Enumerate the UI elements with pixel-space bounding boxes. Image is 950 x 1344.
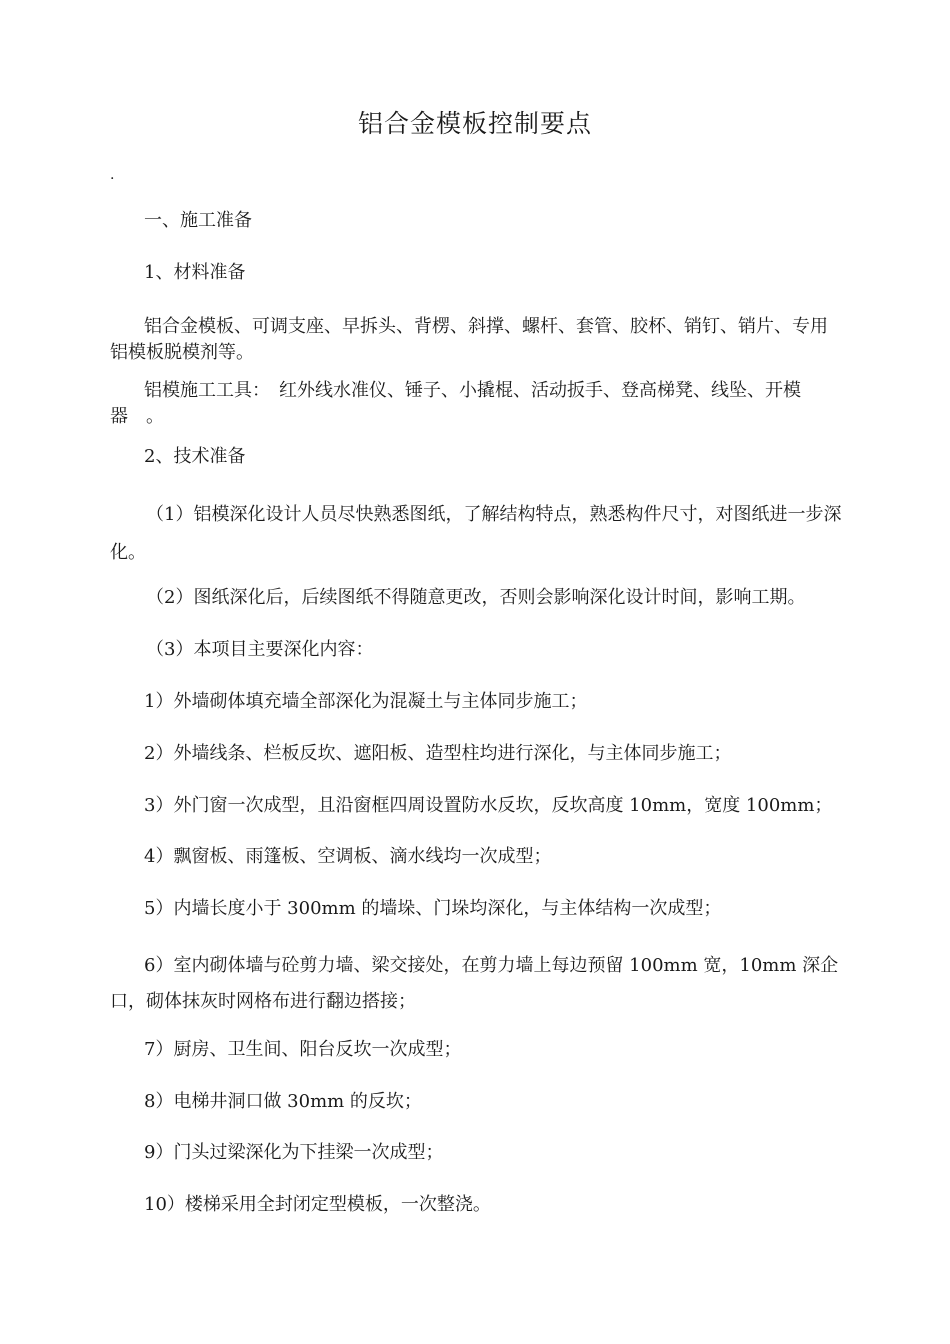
list-item: 7）厨房、卫生间、阳台反坎一次成型； (144, 1039, 462, 1060)
subheading-materials: 1、材料准备 (144, 262, 246, 283)
section-heading-construction-prep: 一、施工准备 (144, 210, 252, 231)
tech-paragraph-3: （3）本项目主要深化内容： (146, 639, 374, 660)
list-item: 5）内墙长度小于 300mm 的墙垛、门垛均深化，与主体结构一次成型； (144, 898, 722, 919)
list-item: 8）电梯井洞口做 30mm 的反坎； (144, 1091, 422, 1112)
subheading-technical: 2、技术准备 (144, 446, 246, 467)
list-item: 3）外门窗一次成型，且沿窗框四周设置防水反坎，反坎高度 10mm，宽度 100mm； (144, 795, 833, 816)
tech-paragraph-1: （1）铝模深化设计人员尽快熟悉图纸，了解结构特点，熟悉构件尺寸，对图纸进一步深化。 (110, 504, 842, 563)
document-title: 铝合金模板控制要点 (357, 109, 592, 138)
list-item: 9）门头过梁深化为下挂梁一次成型； (144, 1142, 444, 1163)
list-item: 4）飘窗板、雨篷板、空调板、滴水线均一次成型； (144, 846, 552, 867)
tech-paragraph-2: （2）图纸深化后，后续图纸不得随意更改，否则会影响深化设计时间，影响工期。 (146, 587, 806, 608)
materials-paragraph: 铝合金模板、可调支座、早拆头、背楞、斜撑、螺杆、套管、胶杯、销钉、销片、专用铝模板脱模剂等。 (110, 316, 828, 363)
list-item: 10）楼梯采用全封闭定型模板，一次整浇。 (144, 1194, 491, 1215)
list-item: 2）外墙线条、栏板反坎、遮阳板、造型柱均进行深化，与主体同步施工； (144, 743, 732, 764)
list-item: 1）外墙砌体填充墙全部深化为混凝土与主体同步施工； (144, 691, 588, 712)
stray-dot: . (110, 167, 115, 183)
list-item: 6）室内砌体墙与砼剪力墙、梁交接处，在剪力墙上每边预留 100mm 宽，10mm 深企口，砌体抹灰时网格布进行翻边搭接； (110, 955, 839, 1012)
tools-paragraph: 铝模施工工具： 红外线水准仪、锤子、小撬棍、活动扳手、登高梯凳、线坠、开模器 。 (110, 380, 801, 427)
